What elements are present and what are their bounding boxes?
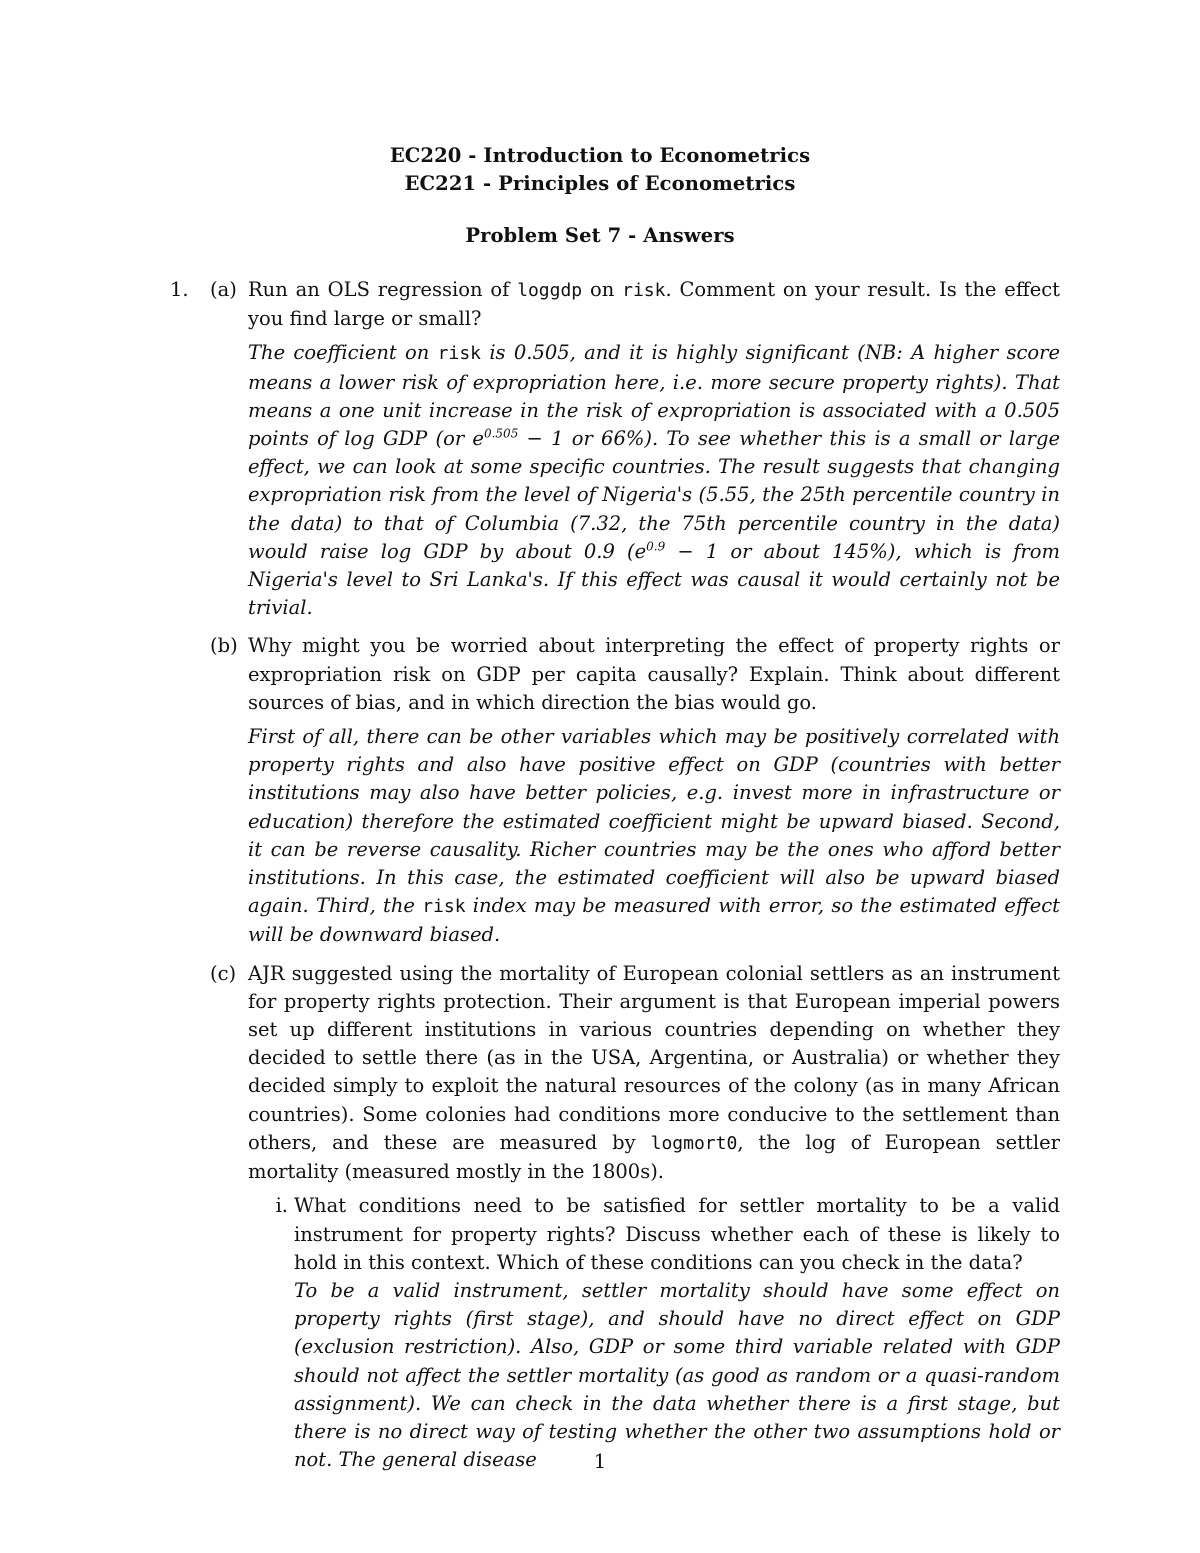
course-title-ec220: EC220 - Introduction to Econometrics: [389, 144, 811, 167]
part-c-label: (c): [210, 961, 237, 985]
part-b-label: (b): [210, 634, 238, 658]
subquestion-i-answer: To be a valid instrument, settler mortality should have some effect on property rights (first stage), and should have no direct effect on GDP (exclusion restriction). Also, GDP or some third variable related with GDP should not affect the settler mortality (as good as random or a quasi-random assignment). We can check in the data whether there is a first stage, but there is no direct way of testing whether the other two assumptions hold or not. The general disease: [294, 1278, 1060, 1472]
question-number: 1.: [170, 278, 189, 301]
problem-set-title: Problem Set 7 - Answers: [465, 224, 735, 247]
exponent: 0.505: [483, 426, 519, 441]
part-c: [210, 960, 1060, 1475]
part-b-question: Why might you be worried about interpreting the effect of property rights or expropriation risk on GDP per capita causally? Explain. Think about different sources of bias, and in which direction the bias would go.: [248, 634, 1060, 714]
part-a-answer: The coefficient on risk is 0.505, and it is highly significant (NB: A higher score means a lower risk of expropriation here, i.e. more secure property rights). That means a one unit increase in the risk of expropriation is associated with a 0.505 points of log GDP (or $e^{0.505} - 1$ or 66%). To see whether this is a small or large effect, we can look at some specific countries. The result suggests that changing expropriation risk from the level of Nigeria's (5.55, the 25th percentile country in the data) to that of Columbia (7.32, the 75th percentile country in the data) would raise log GDP by about 0.9 ($e^{0.9} - 1$ or about 145%), which is from Nigeria's level to Sri Lanka's. If this effect was causal it would certainly not be trivial.: [248, 341, 1060, 620]
variable-loggdp: loggdp: [517, 280, 583, 301]
part-b-answer: First of all, there can be other variables which may be positively correlated with property rights and also have positive effect on GDP (countries with better institutions may also have better policies, e.g. invest more in infrastructure or education) therefore the estimated coefficient might be upward biased. Second, it can be reverse causality. Richer countries may be the ones who afford better institutions. In this case, the estimated coefficient will also be upward biased again. Third, the risk index may be measured with error, so the estimated effect will be downward biased.: [248, 725, 1060, 947]
variable-risk: risk: [422, 896, 466, 918]
document-body: [170, 276, 1060, 1484]
question-1: [170, 276, 1060, 1474]
subquestion-i-question: What conditions need to be satisfied for settler mortality to be a valid instrument for property rights? Discuss whether each of these is likely to hold in this context. Which of these conditions can you check in the data?: [294, 1194, 1060, 1274]
part-a: [210, 276, 1060, 622]
subquestion-i-label: i.: [275, 1194, 288, 1218]
document-header: [0, 142, 1200, 250]
course-title-ec221: EC221 - Principles of Econometrics: [404, 172, 796, 195]
variable-risk: risk: [437, 343, 482, 365]
variable-risk: risk: [622, 280, 666, 301]
part-a-label: (a): [210, 278, 237, 301]
part-c-subquestion-i: [248, 1192, 1060, 1474]
variable-logmort0: logmort0: [650, 1132, 738, 1154]
part-a-question: Run an OLS regression of loggdp on risk. Comment on your result. Is the effect you find large or small?: [248, 278, 1060, 331]
page-number: 1: [593, 1450, 607, 1473]
part-c-question: AJR suggested using the mortality of European colonial settlers as an instrument for property rights protection. Their argument is that European imperial powers set up different institutions in various countries depending on whether they decided to settle there (as in the USA, Argentina, or Australia) or whether they decided simply to exploit the natural resources of the colony (as in many African countries). Some colonies had conditions more conducive to the settlement than others, and these are measured by logmort0, the log of European settler mortality (measured mostly in the 1800s).: [248, 961, 1060, 1184]
part-b: [210, 632, 1060, 949]
exponent: 0.9: [646, 539, 666, 554]
